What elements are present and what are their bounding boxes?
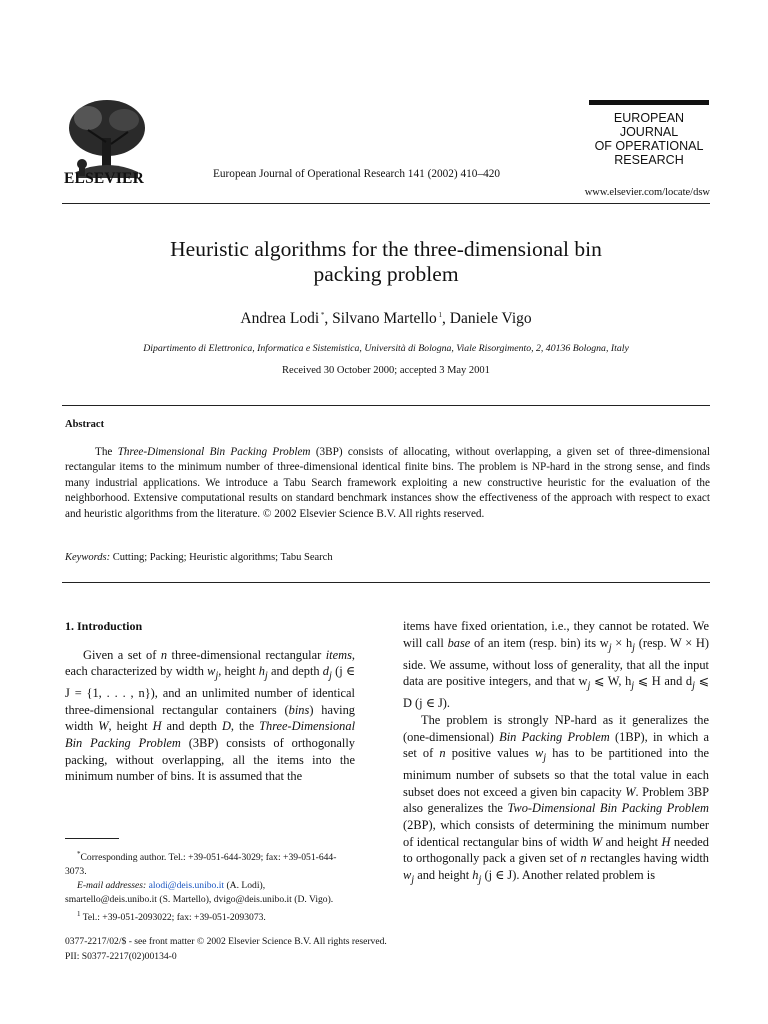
- abstract-text-run: (3BP) consists of allocating, without overlapping, a given set of three-dimensional rectangular items to the minimum number of three-dimensional identical finite bins. The problem is NP-hard in the strong sense, and finds many industrial applications. We introduce a Tabu Search framework exploiting a new constructive heuristic for the evaluation of the neighborhood. Extensive computational results on standard benchmark instances show the effectiveness of the approach with respect to exact and heuristic algorithms from the literature. © 2002 Elsevier Science B.V. All rights reserved.: [65, 446, 710, 520]
- footnote: [65, 907, 355, 925]
- affiliation: Dipartimento di Elettronica, Informatica e Sistemistica, Università di Bologna, Viale Risorgimento, 2, 40136 Bologna, Italy: [143, 343, 629, 354]
- author-footnote-mark[interactable]: 1: [438, 310, 443, 319]
- email-link[interactable]: alodi@deis.unibo.it: [148, 880, 225, 892]
- received-dates: Received 30 October 2000; accepted 3 May 2001: [282, 365, 490, 376]
- footnote-text: Tel.: +39-051-2093022; fax: +39-051-2093073.: [82, 912, 266, 924]
- abstract-text-run: The: [95, 446, 118, 458]
- publisher-logo-text: ELSEVIER: [64, 170, 144, 187]
- paper-title-line: packing problem: [313, 262, 459, 286]
- pii-line: PII: S0377-2217(02)00134-0: [65, 950, 177, 962]
- footnote-text: (A. Lodi), smartello@deis.unibo.it (S. Martello), dvigo@deis.unibo.it (D. Vigo).: [65, 880, 334, 906]
- paper-title-line: Heuristic algorithms for the three-dimensional bin: [170, 237, 602, 261]
- journal-title-line: OF OPERATIONAL: [594, 139, 704, 153]
- body-paragraph: Given a set of n three-dimensional rectangular items, each characterized by width $w_j$, height $h_j$ and depth $d_j$ (j ∈ J = {1, . . . , n}), and an unlimited number of identical three-dimensional rectangular containers (bins) having width W, height H and depth D, the Three-Dimensional Bin Packing Problem (3BP) consists of orthogonally packing, without overlapping, all the items into the minimum number of bins. It is assumed that the: [65, 647, 356, 784]
- author-name: Silvano Martello: [332, 310, 437, 327]
- author-footnote-mark[interactable]: *: [320, 310, 325, 319]
- footnotes: [65, 847, 355, 925]
- body-paragraph: items have fixed orientation, i.e., they cannot be rotated. We will call base of an item (resp. bin) its $w_j \times h_j$ (resp. W × H) side. We assume, without loss of generality, that all the input data are positive integers, and that $w_j$ ⩽ W, $h_j$ ⩽ H and $d_j$ ⩽ D (j ∈ J).: [403, 619, 709, 711]
- footnote-email: [65, 879, 355, 907]
- author-list: Andrea Lodi *, Silvano Martello $^1$, Daniele Vigo: [240, 310, 532, 327]
- journal-title: [580, 111, 718, 167]
- footnote-text: Corresponding author. Tel.: +39-051-644-3029; fax: +39-051-644-3073.: [65, 852, 337, 878]
- keywords-label: Keywords:: [65, 552, 111, 563]
- body-column-right: [403, 618, 709, 889]
- keywords-list: Cutting; Packing; Heuristic algorithms; Tabu Search: [110, 552, 333, 563]
- email-label: E-mail addresses:: [77, 880, 147, 892]
- author-name: Andrea Lodi: [240, 310, 320, 327]
- footnote-mark: 1: [77, 910, 81, 919]
- header-divider: [62, 203, 710, 204]
- copyright-line: 0377-2217/02/$ - see front matter © 2002 Elsevier Science B.V. All rights reserved.: [65, 936, 387, 947]
- footnote-rule: [65, 838, 119, 839]
- abstract-bottom-rule: [62, 582, 710, 583]
- journal-citation: European Journal of Operational Research 141 (2002) 410–420: [213, 168, 501, 180]
- journal-title-line: JOURNAL: [619, 125, 679, 139]
- abstract-term: Three-Dimensional Bin Packing Problem: [117, 446, 311, 458]
- section-heading: 1. Introduction: [65, 619, 143, 633]
- body-paragraph: The problem is strongly NP-hard as it generalizes the (one-dimensional) Bin Packing Problem (1BP), in which a set of n positive values $w_j$ has to be partitioned into the minimum number of subsets so that the total value in each subset does not exceed a given bin capacity W. Problem 3BP also generalizes the Two-Dimensional Bin Packing Problem (2BP), which consists of determining the minimum number of identical rectangular bins of width W and height H needed to orthogonally pack a given set of n rectangles having width $w_j$ and height $h_j$ (j ∈ J). Another related problem is: [403, 712, 710, 886]
- journal-url-link[interactable]: www.elsevier.com/locate/dsw: [584, 187, 710, 198]
- journal-title-line: RESEARCH: [614, 153, 684, 167]
- abstract-text: [65, 445, 710, 522]
- journal-title-line: EUROPEAN: [613, 111, 685, 125]
- paper-title: [62, 237, 710, 287]
- footnote-mark: *: [77, 850, 81, 858]
- footnote: [65, 847, 355, 879]
- body-column-left: [65, 618, 355, 785]
- abstract-top-rule: [62, 405, 710, 406]
- keywords: [65, 552, 710, 563]
- journal-title-rule: [589, 100, 709, 105]
- author-name: Daniele Vigo: [449, 310, 532, 327]
- abstract-heading: Abstract: [65, 419, 105, 430]
- front-matter: [65, 935, 387, 964]
